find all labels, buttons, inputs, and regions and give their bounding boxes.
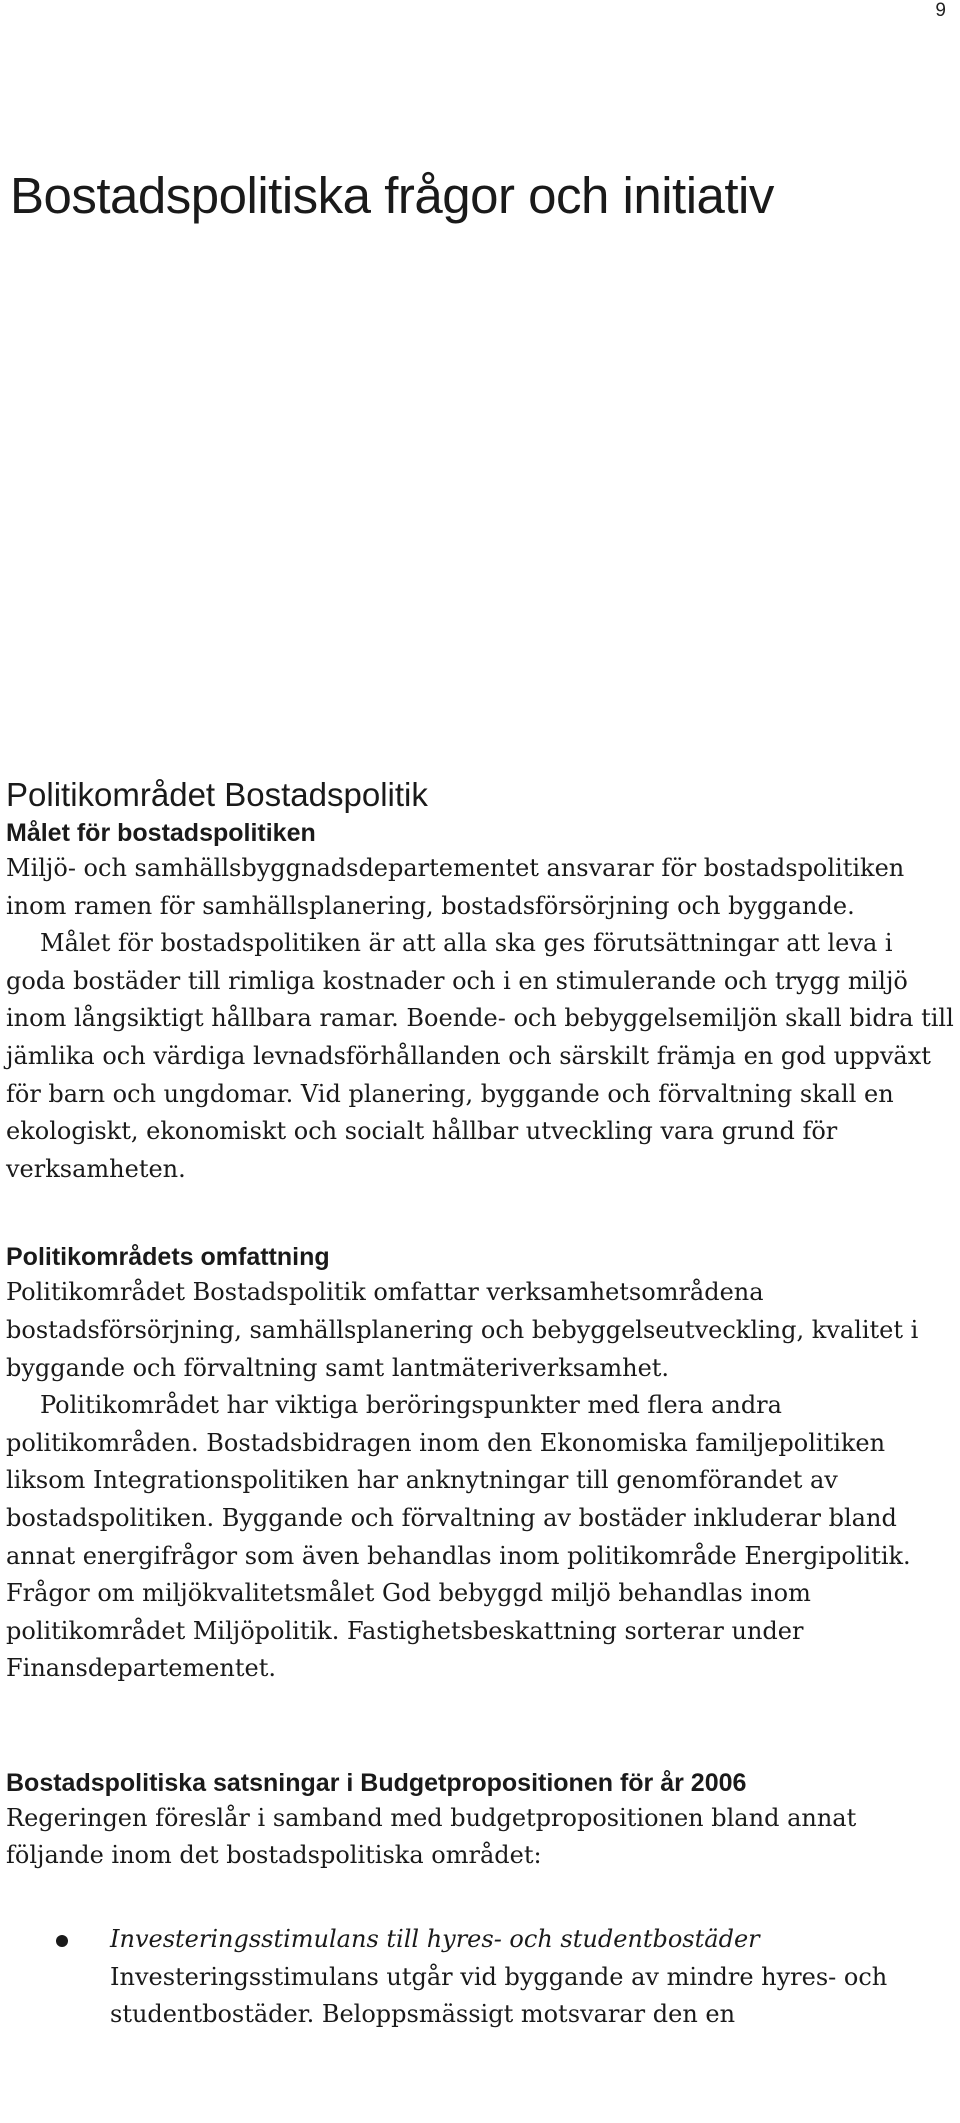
paragraph: Politikområdet Bostadspolitik omfattar verksamhetsområdena bostadsförsörjning, samhällsplanering och bebyggelseutveckling, kvalitet i byggande och förvaltning samt lantmäteriverksamhet. xyxy=(6,1278,919,1382)
subheading-budget-initiatives: Bostadspolitiska satsningar i Budgetpropositionen för år 2006 xyxy=(6,1768,747,1797)
subheading-scope: Politikområdets omfattning xyxy=(6,1243,330,1272)
bullet-dot-icon xyxy=(56,1935,68,1947)
page-number: 9 xyxy=(935,0,946,21)
paragraph: Målet för bostadspolitiken är att alla ska ges förutsättningar att leva i goda bostäder till rimliga kostnader och i en stimulerande och trygg miljö inom långsiktigt hållbara ramar. Boende- och bebyggelsemiljön skall bidra till jämlika och värdiga levnadsförhållanden och särskilt främja en god uppväxt för barn och ungdomar. Vid planering, byggande och förvaltning skall en ekologiskt, ekonomiskt och socialt hållbar utveckling vara grund för verksamheten. xyxy=(6,929,954,1183)
bullet-text: Investeringsstimulans utgår vid byggande av mindre hyres- och studentbostäder. Beloppsmässigt motsvarar den en xyxy=(110,1962,888,2029)
paragraph: Miljö- och samhällsbyggnadsdepartementet ansvarar för bostadspolitiken inom ramen för samhällsplanering, bostadsförsörjning och byggande. xyxy=(6,854,905,920)
page-title: Bostadspolitiska frågor och initiativ xyxy=(10,167,774,224)
paragraph: Regeringen föreslår i samband med budgetpropositionen bland annat följande inom det bostadspolitiska området: xyxy=(6,1803,857,1870)
paragraph: Politikområdet har viktiga beröringspunkter med flera andra politikområden. Bostadsbidragen inom den Ekonomiska familjepolitiken liksom Integrationspolitiken har anknytningar till genomförandet av bostadspolitiken. Byggande och förvaltning av bostäder inkluderar bland annat energifrågor som även behandlas inom politikområde Energipolitik. Frågor om miljökvalitetsmålet God bebyggd miljö behandlas inom politikområdet Miljöpolitik. Fastighetsbeskattning sorterar under Finansdepartementet. xyxy=(6,1391,911,1683)
bullet-list xyxy=(6,1921,956,2034)
section-heading: Politikområdet Bostadspolitik xyxy=(6,776,428,813)
subheading-goal: Målet för bostadspolitiken xyxy=(6,819,316,847)
document-body xyxy=(6,774,956,2034)
list-item xyxy=(6,1921,956,2034)
bullet-title: Investeringsstimulans till hyres- och studentbostäder xyxy=(110,1925,760,1954)
